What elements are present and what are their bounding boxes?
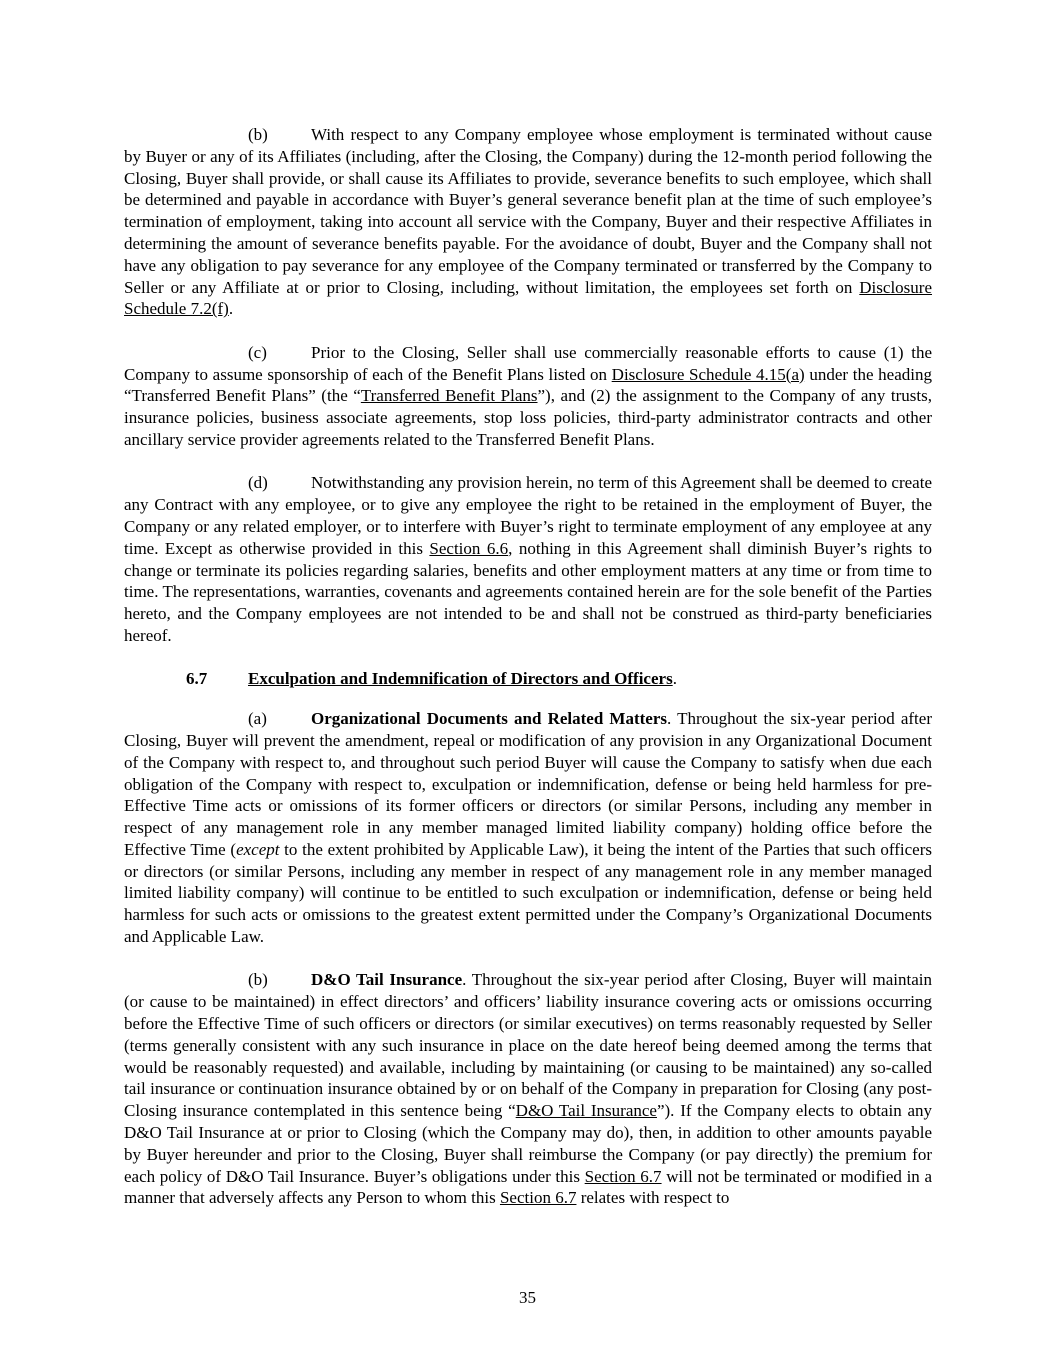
paragraph-text: ”), and (2) the assignment to the Company of any trusts, insurance policies, business associate agreements, stop loss policies, third-party administrator contracts and other ancillary service provider agreements related to the Transferred Benefit Plans. bbox=[124, 386, 933, 449]
paragraph-marker: (a) bbox=[248, 709, 267, 729]
paragraph-6-7-a bbox=[124, 708, 932, 948]
section-6-7-link[interactable]: Section 6.7 bbox=[499, 1188, 577, 1208]
paragraph-text: Notwithstanding any provision herein, no term of this Agreement shall be deemed to create any Contract with any employee, or to give any employee the right to be retained in the employment of Buyer, the Company or any related employer, or to interfere with Buyer’s right to terminate employment of any employee at any time. Except as otherwise provided in this bbox=[124, 473, 932, 558]
section-6-7-heading bbox=[124, 668, 932, 690]
paragraph-text: relates with respect to bbox=[576, 1188, 730, 1208]
paragraph-6-6-d bbox=[124, 472, 932, 646]
paragraph-heading: D&O Tail Insurance bbox=[311, 970, 463, 990]
paragraph-marker: (c) bbox=[248, 342, 267, 362]
d-and-o-tail-insurance-term[interactable]: D&O Tail Insurance bbox=[515, 1101, 657, 1121]
paragraph-end: . bbox=[228, 299, 234, 319]
disclosure-schedule-7-2-f-link[interactable]: Disclosure Schedule 7.2(f) bbox=[124, 277, 932, 319]
section-6-7-link[interactable]: Section 6.7 bbox=[584, 1166, 662, 1186]
section-number: 6.7 bbox=[186, 669, 208, 689]
paragraph-text: , nothing in this Agreement shall diminish Buyer’s rights to change or terminate its policies regarding salaries, benefits and other employment matters at any time or from time to time. The representations, warranties, covenants and agreements contained herein are for the sole benefit of the Parties hereto, and the Company employees are not intended to be and shall not be construed as third-party beneficiaries hereof. bbox=[124, 538, 932, 645]
section-title: Exculpation and Indemnification of Directors and Officers bbox=[248, 669, 673, 689]
section-title-end: . bbox=[672, 669, 677, 689]
paragraph-text: will not be terminated or modified in a manner that adversely affects any Person to whom this bbox=[124, 1166, 933, 1208]
paragraph-marker: (d) bbox=[248, 473, 268, 493]
paragraph-heading: Organizational Documents and Related Matters bbox=[311, 709, 668, 729]
paragraph-6-6-c bbox=[124, 342, 932, 451]
paragraph-marker: (b) bbox=[248, 125, 268, 144]
paragraph-6-6-b bbox=[124, 124, 932, 320]
paragraph-text: . Throughout the six-year period after Closing, Buyer will prevent the amendment, repeal or modification of any provision in any Organizational Document of the Company with respect to, and throughout such period Buyer will cause the Company to satisfy when due each obligation of the Company with respect to, exculpation or indemnification, defense or being held harmless for pre-Effective Time acts or omissions of its former officers or directors (or similar Persons, including any member in respect of any management role in any member managed limited liability company) holding office before the Effective Time ( bbox=[124, 709, 932, 859]
paragraph-text: Prior to the Closing, Seller shall use commercially reasonable efforts to cause (1) the Company to assume sponsorship of each of the Benefit Plans listed on bbox=[124, 342, 932, 384]
italic-term: except bbox=[236, 839, 280, 859]
paragraph-text: . Throughout the six-year period after Closing, Buyer will maintain (or cause to be maintained) in effect directors’ and officers’ liability insurance covering acts or omissions occurring before the Effective Time of such officers or directors (or similar executives) on terms reasonably requested by Seller (terms generally consistent with any such insurance in place on the date hereof being deemed among the terms that would be reasonably requested) and available, including by maintaining (or causing to be maintained) any so-called tail insurance or continuation insurance obtained by or on behalf of the Company in preparation for Closing (any post-Closing insurance contemplated in this sentence being “ bbox=[124, 970, 932, 1121]
page-number: 35 bbox=[519, 1288, 536, 1307]
paragraph-text: to the extent prohibited by Applicable Law), it being the intent of the Parties that such officers or directors (or similar Persons, including any member in respect of any management role in any member managed limited liability company) will continue to be entitled to such exculpation or indemnification, defense or being held harmless for such acts or omissions to the greatest extent permitted under the Company’s Organizational Documents and Applicable Law. bbox=[124, 839, 932, 947]
paragraph-marker: (b) bbox=[248, 970, 268, 990]
paragraph-text: ”). If the Company elects to obtain any D&O Tail Insurance at or prior to Closing (which the Company may do), then, in addition to other amounts payable by Buyer hereunder and prior to the Closing, Buyer shall reimburse the Company (or pay directly) the premium for each policy of D&O Tail Insurance. Buyer’s obligations under this bbox=[124, 1101, 933, 1186]
paragraph-text: under the heading “Transferred Benefit Plans” (the “ bbox=[124, 364, 932, 406]
transferred-benefit-plans-term[interactable]: Transferred Benefit Plans bbox=[360, 386, 538, 406]
paragraph-text: With respect to any Company employee whose employment is terminated without cause by Buyer or any of its Affiliates (including, after the Closing, the Company) during the 12-month period following the Closing, Buyer shall provide, or shall cause its Affiliates to provide, severance benefits to such employee, which shall be determined and payable in accordance with Buyer’s general severance benefit plan at the time of such employee’s termination of employment, taking into account all service with the Company, Buyer and their respective Affiliates in determining the amount of severance benefits payable. For the avoidance of doubt, Buyer and the Company shall not have any obligation to pay severance for any employee of the Company terminated or transferred by the Company to Seller or any Affiliate at or prior to Closing, including, without limitation, the employees set forth on bbox=[124, 125, 932, 297]
disclosure-schedule-4-15-a-link[interactable]: Disclosure Schedule 4.15(a) bbox=[611, 364, 805, 384]
section-6-6-link[interactable]: Section 6.6 bbox=[429, 538, 509, 558]
document-body bbox=[124, 124, 932, 1231]
paragraph-6-7-b bbox=[124, 969, 932, 1209]
